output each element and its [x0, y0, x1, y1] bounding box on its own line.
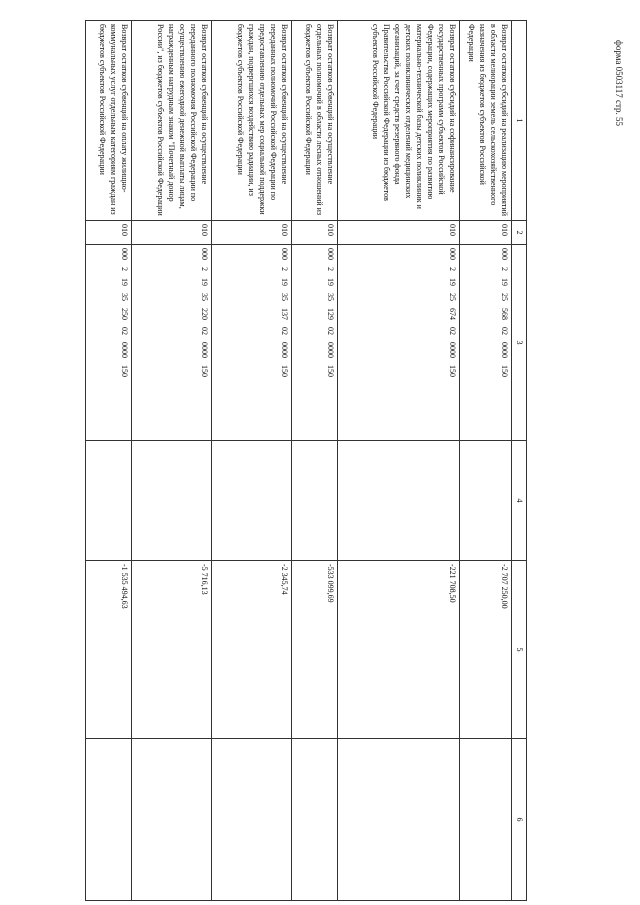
row-unexecuted [292, 739, 338, 901]
row-unexecuted [86, 739, 132, 901]
report-table [85, 20, 527, 901]
row-line-code: 010 [86, 221, 132, 245]
header-col-6: 6 [512, 739, 527, 901]
report-table-container [79, 20, 527, 900]
row-approved [338, 441, 460, 561]
row-executed: -221 708,50 [338, 561, 460, 739]
header-col-5: 5 [512, 561, 527, 739]
form-label-text: форма 0503117 стр. 55 [614, 40, 624, 127]
row-line-code: 010 [292, 221, 338, 245]
header-col-1: 1 [512, 21, 527, 221]
table-row [292, 21, 338, 901]
row-budget-code: 000 2 19 25 568 02 0000 150 [460, 245, 512, 441]
row-budget-code: 000 2 19 35 129 02 0000 150 [292, 245, 338, 441]
row-line-code: 010 [460, 221, 512, 245]
row-budget-code: 000 2 19 35 137 02 0000 150 [212, 245, 292, 441]
row-name: Возврат остатков субвенций на осуществление переданного полномочия Российской Федерации по осуществлению ежегодной денежной выплаты лицам, награжденным нагрудным знаком "Почетный донор России", из бюджетов субъектов Российской Федерации [132, 21, 212, 221]
row-unexecuted [132, 739, 212, 901]
row-executed: -1 535 494,63 [86, 561, 132, 739]
row-approved [460, 441, 512, 561]
row-executed: -2 345,74 [212, 561, 292, 739]
row-approved [132, 441, 212, 561]
row-name: Возврат остатков субвенций на осуществление переданных полномочий Российской Федерации по предоставлению отдельных мер социальной поддержки граждан, подвергшихся воздействию радиации, из бюджетов субъектов Российской Федерации [212, 21, 292, 221]
row-approved [86, 441, 132, 561]
row-unexecuted [212, 739, 292, 901]
table-row [86, 21, 132, 901]
header-col-4: 4 [512, 441, 527, 561]
header-col-3: 3 [512, 245, 527, 441]
table-row [460, 21, 512, 901]
table-row [212, 21, 292, 901]
row-line-code: 010 [132, 221, 212, 245]
table-row [338, 21, 460, 901]
row-executed: -2 707 250,00 [460, 561, 512, 739]
table-row [132, 21, 212, 901]
row-unexecuted [338, 739, 460, 901]
row-budget-code: 000 2 19 35 250 02 0000 150 [86, 245, 132, 441]
row-executed: -5 716,13 [132, 561, 212, 739]
header-col-2: 2 [512, 221, 527, 245]
row-budget-code: 000 2 19 35 220 02 0000 150 [132, 245, 212, 441]
row-name: Возврат остатков субсидий на софинансирование государственных программ субъектов Российской Федерации, содержащих мероприятия по развитию материально-технической базы детских поликлиник и детских поликлинических отделений медицинских организаций, за счет средств резервного фонда Правительства Российской Федерации из бюджетов субъектов Российской Федерации [338, 21, 460, 221]
row-approved [212, 441, 292, 561]
table-header-row [512, 21, 527, 901]
row-name: Возврат остатков субвенций на оплату жилищно-коммунальных услуг отдельным категориям граждан из бюджетов субъектов Российской Федерации [86, 21, 132, 221]
row-line-code: 010 [212, 221, 292, 245]
row-budget-code: 000 2 19 25 674 02 0000 150 [338, 245, 460, 441]
row-approved [292, 441, 338, 561]
row-name: Возврат остатков субсидий на реализацию мероприятий в области мелиорации земель сельскохозяйственного назначения из бюджетов субъектов Российской Федерации [460, 21, 512, 221]
row-line-code: 010 [338, 221, 460, 245]
row-name: Возврат остатков субвенций на осуществление отдельных полномочий в области лесных отношений из бюджетов субъектов Российской Федерации [292, 21, 338, 221]
row-unexecuted [460, 739, 512, 901]
row-executed: -533 099,69 [292, 561, 338, 739]
